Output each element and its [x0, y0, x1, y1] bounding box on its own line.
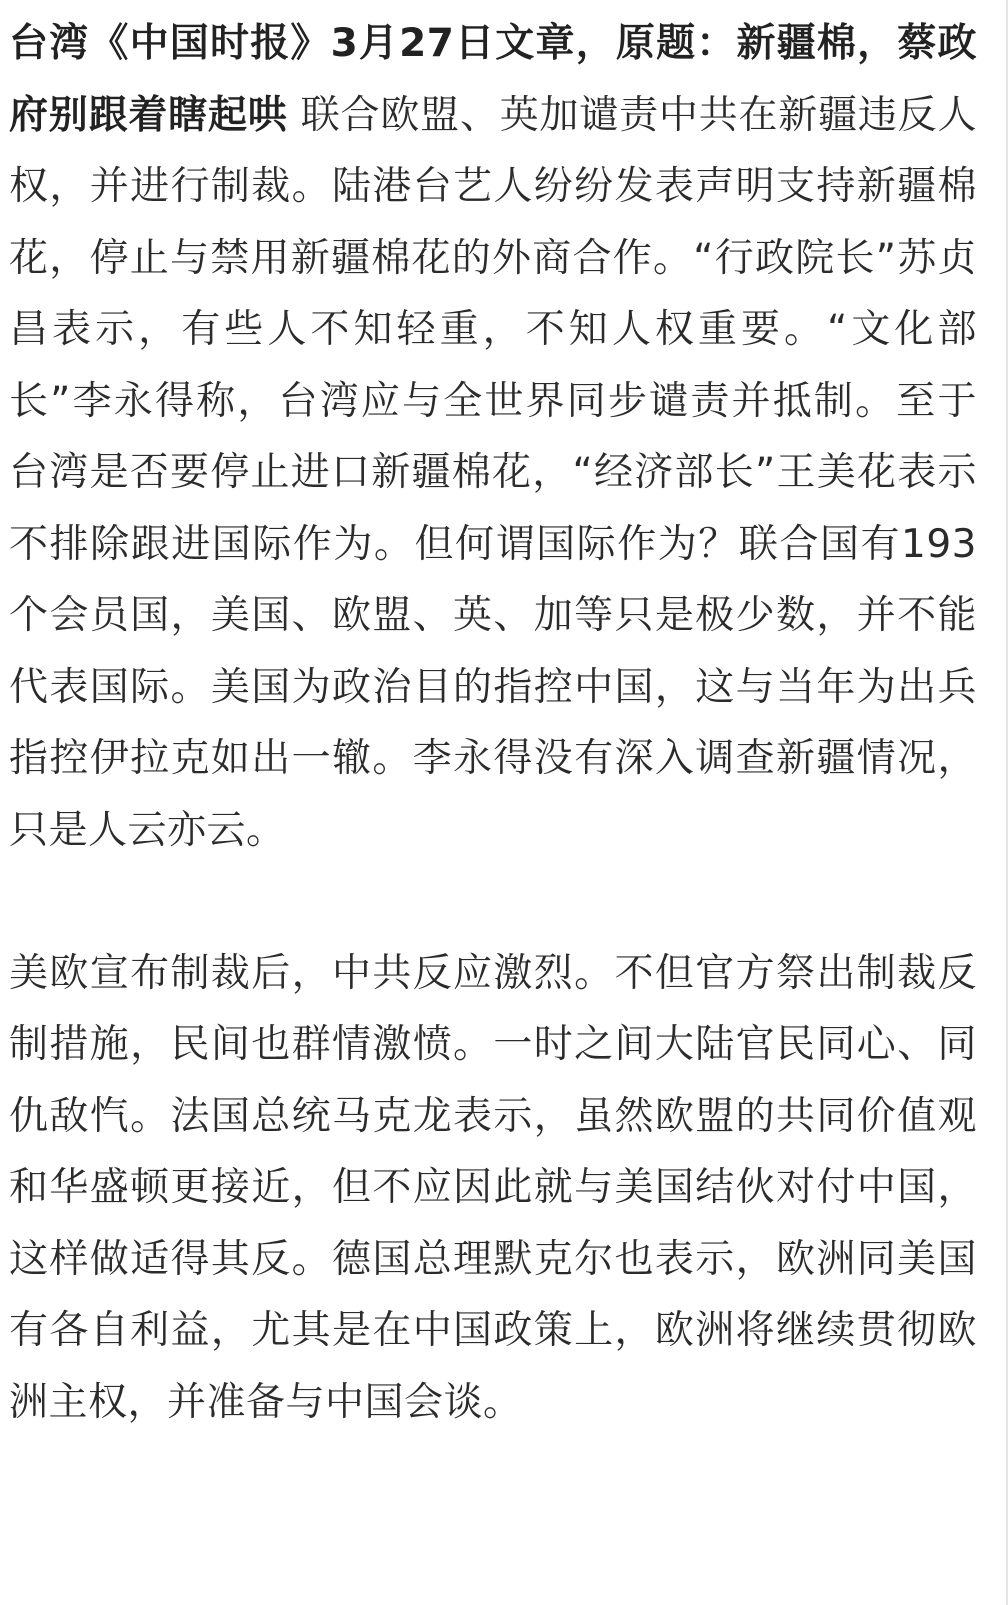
paragraph-2: 美欧宣布制裁后，中共反应激烈。不但官方祭出制裁反制措施，民间也群情激愤。一时之间大陆官民同心、同仇敌忾。法国总统马克龙表示，虽然欧盟的共同价值观和华盛顿更接近，但不应因此就与美国结伙对付中国，这样做适得其反。德国总理默克尔也表示，欧洲同美国有各自利益，尤其是在中国政策上，欧洲将继续贯彻欧洲主权，并准备与中国会谈。 [9, 950, 977, 1425]
paragraph-1-text: 联合欧盟、英加谴责中共在新疆违反人权，并进行制裁。陆港台艺人纷纷发表声明支持新疆棉花，停止与禁用新疆棉花的外商合作。“行政院长”苏贞昌表示，有些人不知轻重，不知人权重要。“文化部长”李永得称，台湾应与全世界同步谴责并抵制。至于台湾是否要停止进口新疆棉花，“经济部长”王美花表示不排除跟进国际作为。但何谓国际作为？联合国有193个会员国，美国、欧盟、英、加等只是极少数，并不能代表国际。美国为政治目的指控中国，这与当年为出兵指控伊拉克如出一辙。李永得没有深入调查新疆情况，只是人云亦云。 [9, 92, 977, 853]
article-body [9, 8, 977, 1438]
paragraph-1 [9, 8, 977, 866]
article-headline: 台湾《中国时报》3月27日文章，原题：新疆棉，蔡政府别跟着瞎起哄 [9, 21, 977, 138]
